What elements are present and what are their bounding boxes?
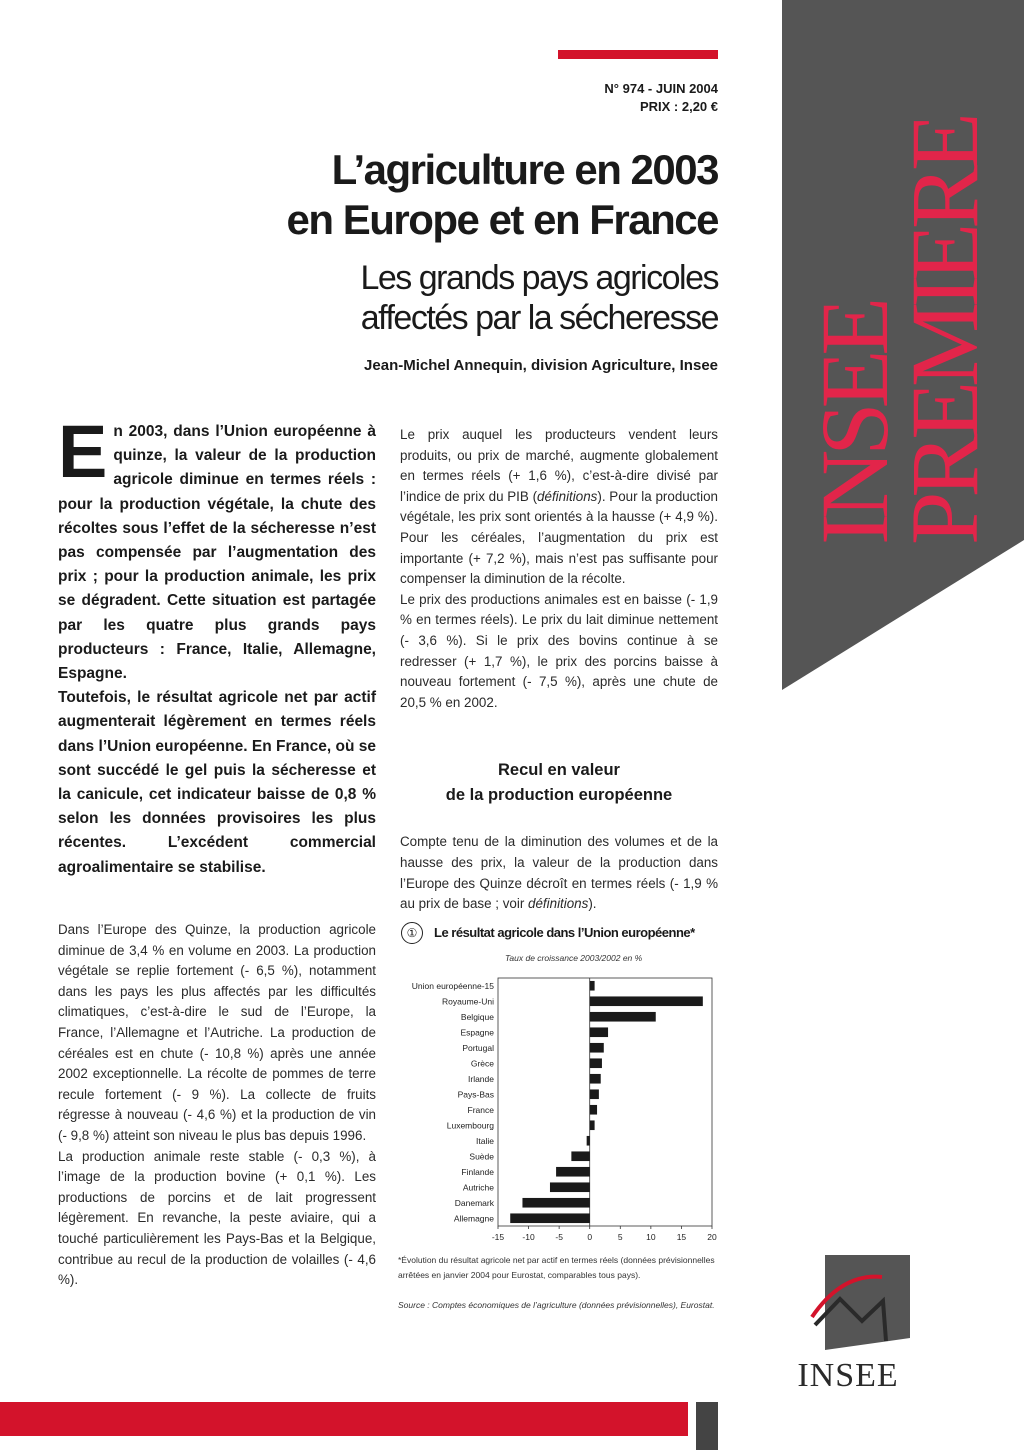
x-tick-label: 5 bbox=[617, 1232, 623, 1242]
category-label: Italie bbox=[476, 1135, 494, 1146]
header-accent-bar bbox=[558, 50, 718, 59]
section-heading-line-2: de la production européenne bbox=[445, 786, 673, 804]
title-line-2: en Europe et en France bbox=[286, 196, 718, 243]
category-label: Espagne bbox=[460, 1027, 494, 1038]
title-line-1: L’agriculture en 2003 bbox=[331, 146, 718, 193]
category-label: Irlande bbox=[468, 1073, 494, 1084]
footer-gray-block bbox=[696, 1402, 718, 1450]
category-label: Portugal bbox=[462, 1042, 494, 1053]
drop-cap: E bbox=[58, 410, 108, 493]
chart-bar bbox=[590, 996, 703, 1006]
figure-source: Source : Comptes économiques de l’agriculture (données prévisionnelles), Eurostat. bbox=[398, 1300, 715, 1310]
category-label: Autriche bbox=[462, 1182, 494, 1193]
subtitle-line-2: affectés par la sécheresse bbox=[360, 299, 718, 337]
bar-chart bbox=[398, 970, 718, 1250]
page-title bbox=[158, 145, 718, 245]
category-label: Allemagne bbox=[453, 1213, 494, 1224]
issue-number: N° 974 - JUIN 2004 bbox=[604, 81, 718, 96]
category-label: Grèce bbox=[470, 1058, 494, 1069]
chart-bar bbox=[556, 1167, 590, 1177]
page-subtitle bbox=[158, 258, 718, 338]
brand-line-insee: INSEE bbox=[801, 303, 908, 545]
lead-paragraph-1: n 2003, dans l’Union européenne à quinze, la valeur de la production agricole diminue en termes réels : pour la production végétale, la chute des récoltes sous l’effet de la sécheresse n’est pas compensée par l’augmentation des prix ; pour la production animale, les prix se dégradent. Cette situation est partagée par les quatre plus grands pays producteurs : France, Italie, Allemagne, Espagne. bbox=[58, 423, 376, 683]
body-right-paragraph-1 bbox=[400, 425, 718, 590]
text-run: ). bbox=[588, 896, 597, 912]
footer-red-bar bbox=[0, 1402, 688, 1436]
category-label: Pays-Bas bbox=[457, 1089, 494, 1100]
text-run: Compte tenu de la diminution des volumes et de la hausse des prix, la valeur de la production dans l’Europe des Quinze décroît en termes réels (- 1,9 % au prix de base ; voir bbox=[400, 834, 718, 912]
brand-line-premiere: PREMIERE bbox=[891, 118, 998, 545]
category-label: France bbox=[467, 1104, 494, 1115]
category-label: Union européenne-15 bbox=[411, 980, 494, 991]
category-label: Suède bbox=[469, 1151, 494, 1162]
lead-paragraphs bbox=[58, 410, 376, 880]
category-label: Luxembourg bbox=[446, 1120, 494, 1131]
subtitle-line-1: Les grands pays agricoles bbox=[360, 259, 718, 297]
figure-number: ① bbox=[401, 922, 423, 944]
x-tick-label: -10 bbox=[522, 1232, 535, 1242]
issue-price: PRIX : 2,20 € bbox=[639, 99, 718, 114]
body-right-column bbox=[400, 425, 718, 713]
x-tick-label: 20 bbox=[707, 1232, 717, 1242]
chart-bar bbox=[590, 1058, 602, 1068]
chart-bar bbox=[590, 1120, 595, 1130]
text-run: ). Pour la production végétale, les prix sont orientés à la hausse (+ 4,9 %). Pour les céréales, l’augmentation du prix est importante (+ 7,2 %), mais n’est pas suffisante pour compenser la diminution de la récolte. bbox=[400, 488, 718, 587]
category-label: Belgique bbox=[460, 1011, 494, 1022]
figure-note: *Évolution du résultat agricole net par actif en termes réels (données prévisionnelles arrêtées en janvier 2004 pour Eurostat, comparables tous pays). bbox=[398, 1255, 715, 1280]
lead-paragraph-2: Toutefois, le résultat agricole net par actif augmenterait légèrement en termes réels dans l’Union européenne. En France, où se sont succédé le gel puis la sécheresse et la canicule, cet indicateur baisse de 0,8 % selon les données provisoires les plus récentes. L’excédent commercial agroalimentaire se stabilise. bbox=[58, 689, 376, 876]
chart-bar bbox=[590, 1043, 604, 1053]
x-tick-label: 10 bbox=[646, 1232, 656, 1242]
chart-bar bbox=[590, 1105, 597, 1115]
definitions-ref: définitions bbox=[537, 488, 598, 504]
definitions-ref: définitions bbox=[528, 896, 589, 912]
x-tick-label: -15 bbox=[491, 1232, 505, 1242]
x-tick-label: -5 bbox=[555, 1232, 563, 1242]
body-left-paragraph-1: Dans l’Europe des Quinze, la production agricole diminue de 3,4 % en volume en 2003. La production végétale se replie fortement (- 6,5 %), notamment dans les pays les plus affectés par les difficultés climatiques, c’est-à-dire le sud de l’Europe, la France, l’Allemagne et l’Autriche. La production de céréales est en chute (- 10,8 %) après une année 2002 exceptionnelle. La récolte de pommes de terre recule fortement (- 9 %). La collecte de fruits régresse à nouveau (- 4,6 %) et la production de vin (- 9,8 %) atteint son niveau le plus bas depuis 1996. bbox=[58, 922, 376, 1143]
chart-bar bbox=[590, 981, 595, 991]
chart-bar bbox=[587, 1136, 590, 1146]
category-label: Danemark bbox=[454, 1197, 494, 1208]
figure-title: Le résultat agricole dans l’Union européenne* bbox=[434, 925, 695, 940]
section-heading bbox=[400, 758, 718, 808]
chart-bar bbox=[590, 1074, 601, 1084]
text-run: Le prix auquel les producteurs vendent leurs produits, ou prix de marché, augmente globalement en termes réels (+ 1,6 %), c’est-à-dire divisé par l’indice de prix du PIB ( bbox=[400, 427, 718, 504]
body-right-column-2 bbox=[400, 819, 718, 928]
x-tick-label: 0 bbox=[587, 1232, 593, 1242]
x-tick-label: 15 bbox=[676, 1232, 687, 1242]
chart-bar bbox=[510, 1213, 589, 1223]
section-heading-line-1: Recul en valeur bbox=[498, 761, 620, 779]
chart-bar bbox=[522, 1198, 589, 1208]
issue-info bbox=[604, 80, 718, 116]
chart-bar bbox=[550, 1182, 590, 1192]
chart-bar bbox=[590, 1027, 608, 1037]
category-label: Royaume-Uni bbox=[442, 996, 494, 1007]
body-left-paragraph-2: La production animale reste stable (- 0,3 %), à l’image de la production bovine (+ 0,1 %). Les productions de porcins et de lait progressent légèrement. En revanche, la peste aviaire, qui a touché particulièrement les Pays-Bas et la Belgique, contribue au recul de la production de volailles (- 4,6 %). bbox=[58, 1148, 376, 1288]
body-right-paragraph-3 bbox=[400, 832, 718, 914]
body-right-paragraph-2: Le prix des productions animales est en baisse (- 1,9 % en termes réels). Le prix du lait diminue nettement (- 3,6 %). Si le prix des bovins continue à se redresser (+ 1,7 %), le prix des porcins baisse à nouveau fortement (- 7,5 %), après une chute de 20,5 % en 2002. bbox=[400, 591, 718, 710]
insee-logo-text: INSEE bbox=[797, 1357, 899, 1394]
body-left-column bbox=[58, 920, 376, 1291]
category-label: Finlande bbox=[461, 1166, 494, 1177]
figure-subtitle: Taux de croissance 2003/2002 en % bbox=[505, 953, 643, 963]
chart-bar bbox=[590, 1012, 656, 1022]
chart-bar bbox=[571, 1151, 589, 1161]
author-line: Jean-Michel Annequin, division Agriculture, Insee bbox=[364, 357, 718, 374]
chart-bar bbox=[590, 1089, 599, 1099]
